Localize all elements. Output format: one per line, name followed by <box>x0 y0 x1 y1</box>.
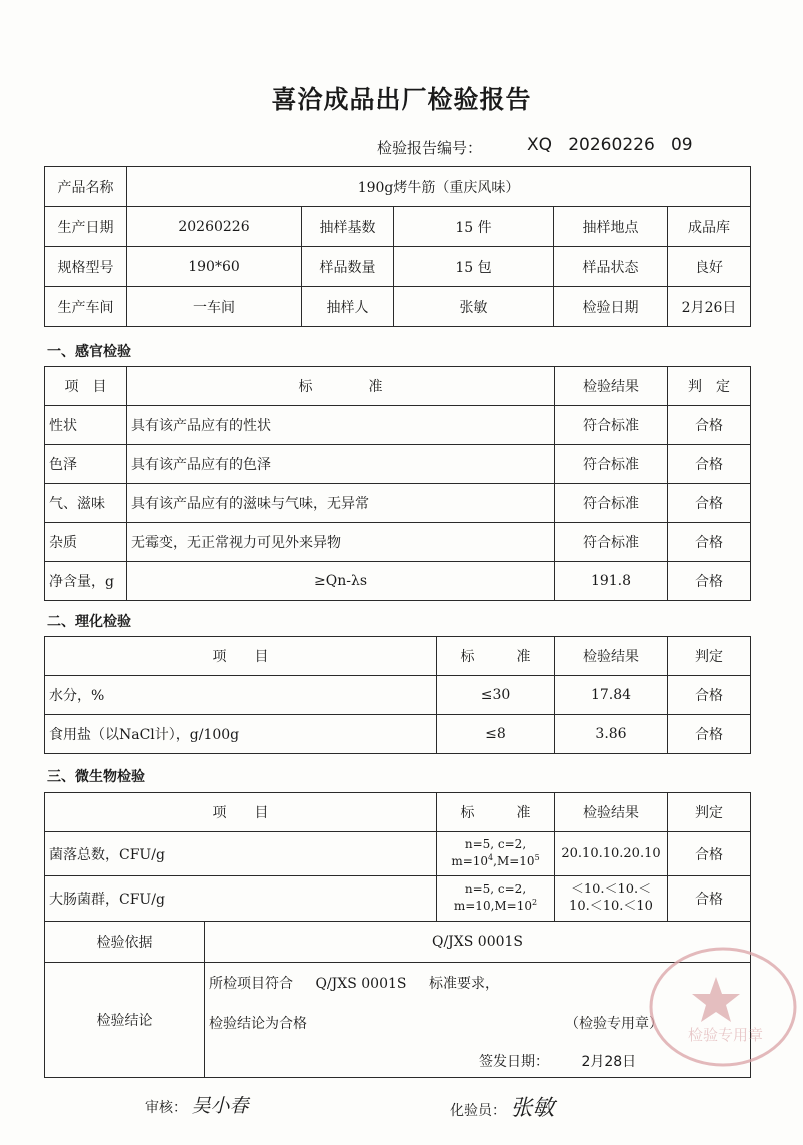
physchem-judge: 合格 <box>668 676 751 715</box>
sensory-result: 符合标准 <box>555 406 668 445</box>
micro-result-line1: ＜10.＜10.＜ <box>570 881 652 897</box>
sensory-judge: 合格 <box>668 406 751 445</box>
conclusion-line2: 检验结论为合格 <box>209 1016 307 1032</box>
report-number-label: 检验报告编号： <box>377 139 483 157</box>
physchem-header-standard: 标 准 <box>437 637 555 676</box>
sample-base-label: 抽样基数 <box>302 207 394 247</box>
table-row <box>45 484 751 523</box>
micro-standard-m: m=10 <box>451 854 489 868</box>
sensory-item: 性状 <box>45 406 127 445</box>
micro-standard-line1: n=5, c=2, <box>464 837 527 852</box>
tester-label: 化验员： <box>450 1103 506 1119</box>
micro-standard-line2 <box>441 898 550 915</box>
reviewer-signature: 吴小春 <box>191 1095 249 1117</box>
physchem-header-item: 项 目 <box>45 637 437 676</box>
reviewer-label: 审核： <box>145 1100 187 1116</box>
svg-text:检验专用章: 检验专用章 <box>688 1026 764 1044</box>
physchem-result: 17.84 <box>555 676 668 715</box>
sensory-table <box>44 366 751 601</box>
physchem-judge: 合格 <box>668 715 751 754</box>
tester-row <box>450 1091 554 1122</box>
sensory-header-result: 检验结果 <box>555 367 668 406</box>
micro-header-result: 检验结果 <box>555 793 668 832</box>
sample-qty-label: 样品数量 <box>302 247 394 287</box>
micro-result: 20.10.10.20.10 <box>555 832 668 876</box>
table-row <box>45 445 751 484</box>
micro-standard <box>437 832 555 876</box>
sensory-item: 净含量，g <box>45 562 127 601</box>
micro-item: 菌落总数，CFU/g <box>45 832 437 876</box>
physchem-item: 食用盐（以NaCl计），g/100g <box>45 715 437 754</box>
table-row <box>45 676 751 715</box>
micro-standard <box>437 876 555 922</box>
micro-standard-M-exp: 2 <box>532 898 538 907</box>
issue-date-row <box>479 1051 636 1071</box>
sensory-item: 杂质 <box>45 523 127 562</box>
micro-judge: 合格 <box>668 832 751 876</box>
reviewer-row <box>145 1091 248 1118</box>
sensory-result: 符合标准 <box>555 445 668 484</box>
micro-header-item: 项 目 <box>45 793 437 832</box>
sensory-result: 191.8 <box>555 562 668 601</box>
workshop: 一车间 <box>127 287 302 327</box>
table-row <box>45 832 751 876</box>
physchem-heading: 二、理化检验 <box>47 614 131 630</box>
inspection-date-label: 检验日期 <box>554 287 668 327</box>
sensory-header-item: 项 目 <box>45 367 127 406</box>
sensory-standard: 具有该产品应有的滋味与气味，无异常 <box>127 484 555 523</box>
physchem-item: 水分，% <box>45 676 437 715</box>
conclusion-standard: Q/JXS 0001S <box>315 976 407 992</box>
conclusion-line1-a: 所检项目符合 <box>209 976 293 992</box>
issue-date: 2月28日 <box>581 1054 637 1070</box>
table-row <box>45 523 751 562</box>
micro-header-standard: 标 准 <box>437 793 555 832</box>
workshop-label: 生产车间 <box>45 287 127 327</box>
inspection-date: 2月26日 <box>668 287 751 327</box>
sample-place-label: 抽样地点 <box>554 207 668 247</box>
micro-heading: 三、微生物检验 <box>47 769 145 785</box>
micro-standard-line1: n=5, c=2, <box>464 882 527 897</box>
micro-standard-M: ,M=10 <box>493 854 535 868</box>
product-name-label: 产品名称 <box>45 167 127 207</box>
micro-item: 大肠菌群，CFU/g <box>45 876 437 922</box>
sensory-judge: 合格 <box>668 484 751 523</box>
sensory-standard: 具有该产品应有的性状 <box>127 406 555 445</box>
sensory-standard: 无霉变，无正常视力可见外来异物 <box>127 523 555 562</box>
spec: 190*60 <box>127 247 302 287</box>
sensory-judge: 合格 <box>668 523 751 562</box>
conclusion-label: 检验结论 <box>45 963 205 1078</box>
product-info-table <box>44 166 751 327</box>
table-row <box>45 562 751 601</box>
table-row <box>45 406 751 445</box>
sensory-result: 符合标准 <box>555 484 668 523</box>
report-number <box>377 135 693 158</box>
micro-standard-m: m=10,M=10 <box>453 899 533 913</box>
micro-standard-line2 <box>441 853 550 870</box>
sensory-header-judge: 判 定 <box>668 367 751 406</box>
sensory-judge: 合格 <box>668 445 751 484</box>
sensory-item: 气、滋味 <box>45 484 127 523</box>
product-name: 190g烤牛筋（重庆风味） <box>127 167 751 207</box>
basis-value: Q/JXS 0001S <box>205 922 751 963</box>
micro-result <box>555 876 668 922</box>
micro-standard-m-exp: 4 <box>488 853 494 862</box>
physchem-table <box>44 636 751 754</box>
sampler: 张敏 <box>394 287 554 327</box>
basis-label: 检验依据 <box>45 922 205 963</box>
micro-standard-M-exp: 5 <box>534 853 540 862</box>
spec-label: 规格型号 <box>45 247 127 287</box>
micro-judge: 合格 <box>668 876 751 922</box>
report-number-value: XQ 20260226 09 <box>527 135 693 155</box>
sample-state: 良好 <box>668 247 751 287</box>
table-row <box>45 715 751 754</box>
physchem-result: 3.86 <box>555 715 668 754</box>
sample-qty: 15 包 <box>394 247 554 287</box>
sensory-heading: 一、感官检验 <box>47 344 131 360</box>
tester-signature: 张敏 <box>510 1096 555 1121</box>
sample-state-label: 样品状态 <box>554 247 668 287</box>
conclusion-line1-c: 标准要求， <box>428 976 499 992</box>
sensory-result: 符合标准 <box>555 523 668 562</box>
table-row <box>45 876 751 922</box>
sensory-item: 色泽 <box>45 445 127 484</box>
sample-place: 成品库 <box>668 207 751 247</box>
production-date-label: 生产日期 <box>45 207 127 247</box>
report-title: 喜洽成品出厂检验报告 <box>271 85 532 114</box>
stamp-note: （检验专用章） <box>565 1016 663 1032</box>
inspection-stamp-icon <box>628 932 800 1072</box>
sensory-standard: ≥Qn-λs <box>127 562 555 601</box>
physchem-standard: ≤30 <box>437 676 555 715</box>
production-date: 20260226 <box>127 207 302 247</box>
micro-result-line2: 10.＜10.＜10 <box>569 898 653 914</box>
sample-base: 15 件 <box>394 207 554 247</box>
physchem-standard: ≤8 <box>437 715 555 754</box>
sampler-label: 抽样人 <box>302 287 394 327</box>
sensory-judge: 合格 <box>668 562 751 601</box>
physchem-header-judge: 判定 <box>668 637 751 676</box>
micro-header-judge: 判定 <box>668 793 751 832</box>
issue-date-label: 签发日期： <box>479 1054 549 1070</box>
sensory-standard: 具有该产品应有的色泽 <box>127 445 555 484</box>
conclusion-line1 <box>209 973 499 993</box>
physchem-header-result: 检验结果 <box>555 637 668 676</box>
sensory-header-standard: 标 准 <box>127 367 555 406</box>
